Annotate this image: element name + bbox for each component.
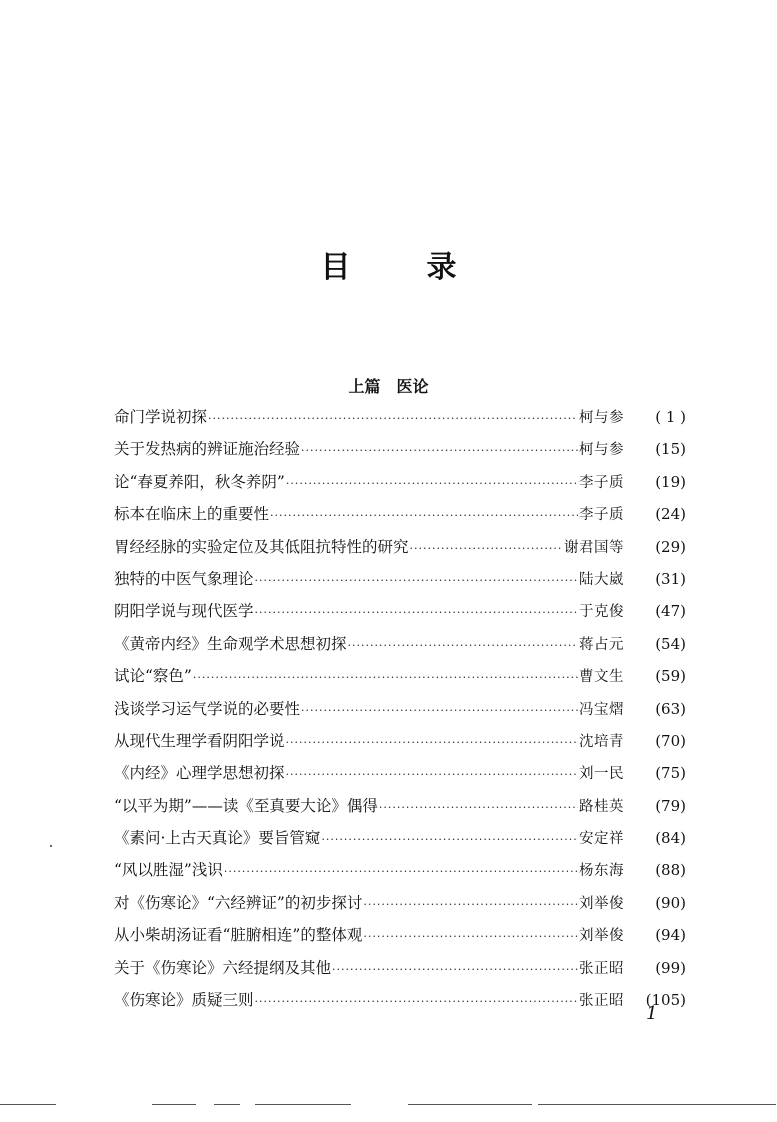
toc-entry-title: 从小柴胡汤证看“脏腑相连”的整体观 (114, 926, 363, 945)
toc-entry-author: 谢君国等 (564, 539, 624, 556)
leader-dots (224, 856, 578, 888)
toc-entry-page: (59) (655, 667, 686, 686)
toc-entry-author: 张正昭 (579, 993, 624, 1010)
page-title-char-2: 录 (426, 250, 457, 286)
toc-entry-title: 《黄帝内经》生命观学术思想初探 (114, 634, 347, 653)
toc-entry[interactable] (114, 919, 686, 951)
toc-entry-author: 柯与参 (579, 442, 624, 459)
toc-entry-author: 路桂英 (579, 798, 624, 815)
leader-dots (286, 468, 578, 500)
toc-entry-page: (29) (655, 537, 686, 556)
toc-entry[interactable] (114, 401, 686, 433)
toc-entry[interactable] (114, 725, 686, 757)
toc-entry-title: 浅谈学习运气学说的必要性 (114, 699, 301, 718)
toc-entry-page: (47) (655, 602, 686, 621)
scan-edge-line (0, 1104, 56, 1105)
toc-entry[interactable] (114, 660, 686, 692)
page-number: 1 (646, 1003, 658, 1024)
toc-entry-page: (15) (655, 440, 686, 459)
toc-entry-author: 曹文生 (579, 669, 624, 686)
toc-entry-page: (105) (645, 991, 686, 1010)
toc-entry[interactable] (114, 563, 686, 595)
toc-entry-title: 胃经经脉的实验定位及其低阻抗特性的研究 (114, 537, 409, 556)
toc-entry[interactable] (114, 498, 686, 530)
toc-entry-title: 独特的中医气象理论 (114, 569, 254, 588)
toc-entry-title: 对《伤寒论》“六经辨证”的初步探讨 (114, 893, 363, 912)
section-heading-part: 上篇 (348, 377, 381, 396)
leader-dots (255, 565, 578, 597)
toc-entry-author: 刘一民 (579, 766, 624, 783)
toc-entry-page: (54) (655, 634, 686, 653)
toc-entry-title: 《内经》心理学思想初探 (114, 764, 285, 783)
leader-dots (286, 759, 578, 791)
toc-entry-author: 安定祥 (579, 831, 624, 848)
leader-dots (208, 403, 578, 435)
toc-entry-title: 《素问·上古天真论》要旨管窥 (114, 829, 321, 848)
leader-dots (286, 727, 578, 759)
leader-dots (332, 954, 578, 986)
toc-entry[interactable] (114, 628, 686, 660)
leader-dots (379, 792, 578, 824)
toc-entry-page: (19) (655, 472, 686, 491)
scan-edge-line (408, 1104, 532, 1105)
scan-edge-line (152, 1104, 196, 1105)
toc-entry-author: 张正昭 (579, 960, 624, 977)
section-heading (0, 376, 777, 398)
leader-dots (270, 500, 578, 532)
toc-entry-author: 蒋占元 (579, 636, 624, 653)
leader-dots (410, 533, 563, 565)
section-heading-name: 医论 (396, 377, 429, 396)
scan-edge-line (255, 1104, 351, 1105)
toc-entry-page: (84) (655, 829, 686, 848)
toc-entry[interactable] (114, 790, 686, 822)
toc-entry[interactable] (114, 693, 686, 725)
toc-entry[interactable] (114, 822, 686, 854)
toc-entry-page: (94) (655, 926, 686, 945)
scan-speck (50, 845, 52, 847)
toc-entry-author: 陆大崴 (579, 571, 624, 588)
toc-entry-page: (31) (655, 569, 686, 588)
scan-edge-line (538, 1104, 776, 1105)
toc-entry-author: 李子质 (579, 507, 624, 524)
toc-entry[interactable] (114, 531, 686, 563)
toc-entry[interactable] (114, 433, 686, 465)
toc-entry-title: 关于发热病的辨证施治经验 (114, 440, 301, 459)
toc-entry-page: (90) (655, 893, 686, 912)
leader-dots (255, 986, 578, 1018)
toc-entry-page: (24) (655, 505, 686, 524)
toc-entry-title: 论“春夏养阳，秋冬养阴” (114, 472, 285, 491)
toc-entry-author: 刘举俊 (579, 895, 624, 912)
toc-entry-title: 《伤寒论》质疑三则 (114, 991, 254, 1010)
toc-entry[interactable] (114, 757, 686, 789)
toc-entry-title: 试论“察色” (114, 667, 192, 686)
toc-entry[interactable] (114, 984, 686, 1016)
leader-dots (301, 695, 578, 727)
toc-entry-title: 从现代生理学看阴阳学说 (114, 731, 285, 750)
toc-entry[interactable] (114, 854, 686, 886)
leader-dots (348, 630, 578, 662)
leader-dots (321, 824, 578, 856)
toc-entry-page: (63) (655, 699, 686, 718)
toc-entry-author: 李子质 (579, 474, 624, 491)
toc-entry-page: (70) (655, 731, 686, 750)
toc-entry[interactable] (114, 595, 686, 627)
toc-entry-page: (99) (655, 958, 686, 977)
toc-entry-page: (75) (655, 764, 686, 783)
leader-dots (363, 889, 578, 921)
leader-dots (255, 597, 578, 629)
scan-edge-line (214, 1104, 240, 1105)
toc-entry-page: ( 1 ) (655, 408, 686, 426)
toc-entry-title: 关于《伤寒论》六经提纲及其他 (114, 958, 332, 977)
toc-entry-title: 标本在临床上的重要性 (114, 505, 270, 524)
toc-entry-title: 阴阳学说与现代医学 (114, 602, 254, 621)
page-title-char-1: 目 (320, 250, 351, 286)
toc-entry-page: (79) (655, 796, 686, 815)
toc-entry-author: 杨东海 (579, 863, 624, 880)
toc-entry-title: “风以胜湿”浅识 (114, 861, 223, 880)
toc-entry-page: (88) (655, 861, 686, 880)
toc-entry[interactable] (114, 466, 686, 498)
leader-dots (301, 435, 578, 467)
page-title (0, 248, 777, 288)
leader-dots (193, 662, 578, 694)
toc-entry[interactable] (114, 887, 686, 919)
leader-dots (363, 921, 578, 953)
toc-entry-author: 沈培青 (579, 733, 624, 750)
toc-entry-author: 于克俊 (579, 604, 624, 621)
toc-entry[interactable] (114, 952, 686, 984)
toc-entry-author: 柯与参 (579, 410, 624, 426)
toc-entry-author: 刘举俊 (579, 928, 624, 945)
toc-entry-title: 命门学说初探 (114, 408, 208, 426)
table-of-contents (114, 401, 686, 1016)
toc-entry-title: “以平为期”——读《至真要大论》偶得 (114, 796, 378, 815)
toc-entry-author: 冯宝熠 (579, 701, 624, 718)
